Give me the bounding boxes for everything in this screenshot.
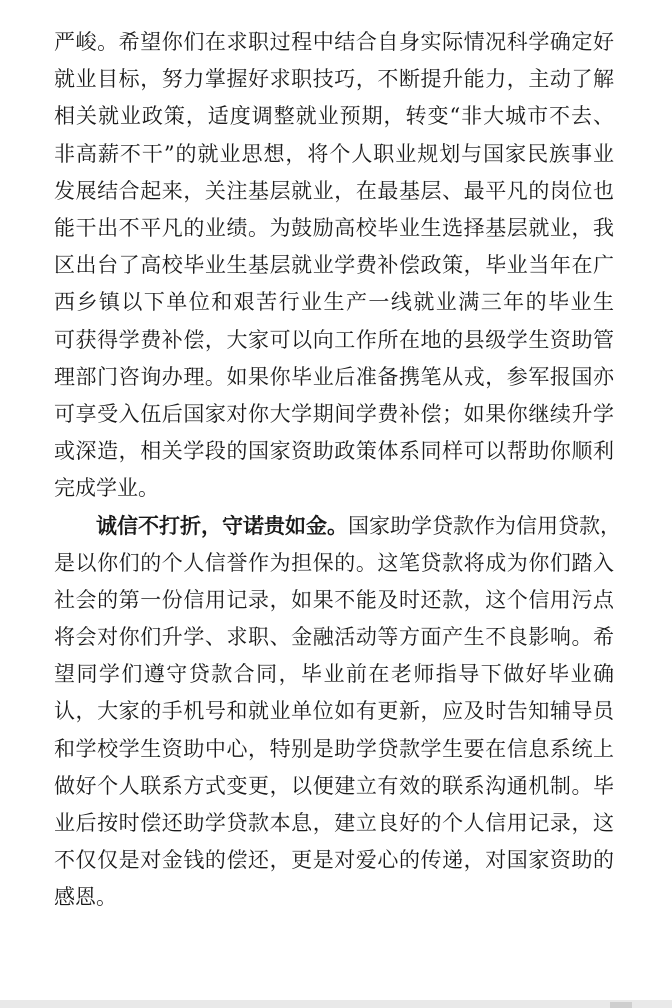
paragraph-1-line-5: 发展结合起来，关注基层就业，在最基层、最平凡的岗位也 [54, 178, 614, 203]
paragraph-2-lead: 诚信不打折，守诺贵如金。 [96, 513, 348, 539]
paragraph-1-line-7: 区出台了高校毕业生基层就业学费补偿政策，毕业当年在广 [54, 253, 614, 278]
paragraph-2-line-3: 社会的第一份信用记录，如果不能及时还款，这个信用污点 [54, 587, 614, 612]
paragraph-2-line-4: 将会对你们升学、求职、金融活动等方面产生不良影响。希 [54, 625, 614, 649]
paragraph-1-line-12: 或深造，相关学段的国家资助政策体系同样可以帮助你顺利 [54, 439, 614, 464]
paragraph-1-line-1: 严峻。希望你们在求职过程中结合自身实际情况科学确定好 [54, 30, 614, 54]
document-body [54, 24, 621, 917]
paragraph-1-line-11: 可享受入伍后国家对你大学期间学费补偿；如果你继续升学 [54, 401, 614, 426]
paragraph-2-line-7: 和学校学生资助中心，特别是助学贷款学生要在信息系统上 [54, 736, 614, 761]
paragraph-2 [54, 507, 621, 916]
paragraph-1-line-8: 西乡镇以下单位和艰苦行业生产一线就业满三年的毕业生 [54, 290, 614, 315]
horizontal-scrollbar[interactable] [0, 1000, 672, 1008]
paragraph-2-line-1 [54, 507, 621, 544]
paragraph-1 [54, 24, 614, 507]
paragraph-1-line-9: 可获得学费补偿，大家可以向工作所在地的县级学生资助管 [54, 327, 614, 352]
paragraph-2-line-10: 不仅仅是对金钱的偿还，更是对爱心的传递，对国家资助的 [54, 848, 614, 873]
paragraph-2-line-2: 是以你们的个人信誉作为担保的。这笔贷款将成为你们踏入 [54, 550, 614, 575]
paragraph-2-first-line-rest: 国家助学贷款作为信用贷款， [348, 514, 621, 539]
scrollbar-thumb[interactable] [610, 1002, 632, 1008]
paragraph-1-line-3: 相关就业政策，适度调整就业预期，转变“非大城市不去、 [54, 104, 614, 129]
paragraph-2-line-11: 感恩。 [54, 885, 117, 910]
paragraph-1-line-2: 就业目标，努力掌握好求职技巧，不断提升能力，主动了解 [54, 67, 614, 92]
paragraph-2-line-9: 业后按时偿还助学贷款本息，建立良好的个人信用记录，这 [54, 810, 614, 835]
paragraph-1-line-4: 非高薪不干”的就业思想，将个人职业规划与国家民族事业 [54, 141, 614, 166]
paragraph-1-line-6: 能干出不平凡的业绩。为鼓励高校毕业生选择基层就业，我 [54, 215, 614, 240]
paragraph-2-line-6: 认，大家的手机号和就业单位如有更新，应及时告知辅导员 [54, 699, 614, 724]
paragraph-2-line-8: 做好个人联系方式变更，以便建立有效的联系沟通机制。毕 [54, 773, 614, 798]
paragraph-2-line-5: 望同学们遵守贷款合同，毕业前在老师指导下做好毕业确 [54, 662, 614, 687]
paragraph-1-line-13: 完成学业。 [54, 476, 159, 501]
paragraph-1-line-10: 理部门咨询办理。如果你毕业后准备携笔从戎，参军报国亦 [54, 364, 614, 389]
